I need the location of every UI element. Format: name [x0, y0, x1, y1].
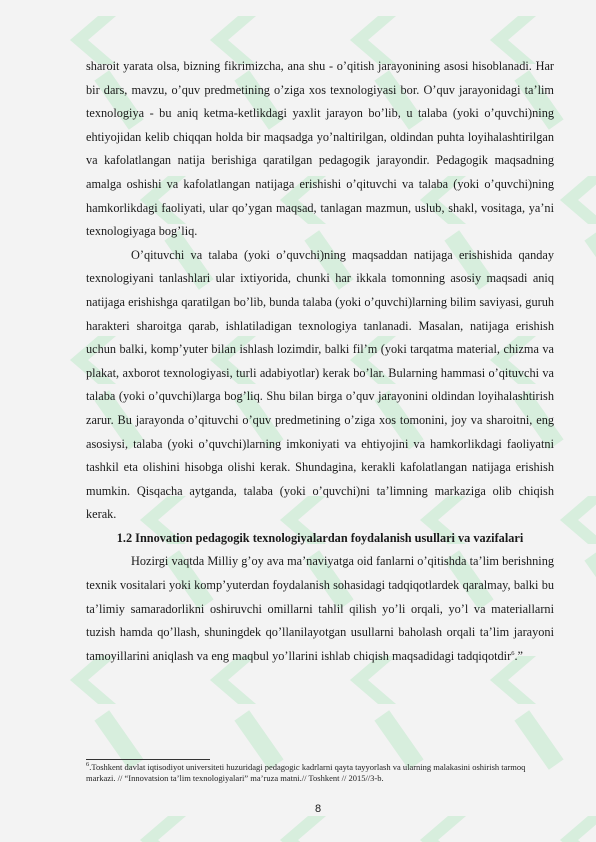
watermark-mark [560, 816, 596, 842]
paragraph-1: sharoit yarata olsa, bizning fikrimizcha, ana shu - o’qitish jarayonining asosi hisoblanadi. Har bir dars, mavzu, o’quv predmetining o’ziga xos texnologiyasi bor. O’quv jarayonidagi ta’lim texnologiya - bu aniq ketma-ketlikdagi yaxlit jarayon bo’lib, u talaba (yoki o’quvchi)ning ehtiyojidan kelib chiqqan holda bir maqsadga yo’naltirilgan, oldindan puhta loyihalashtirilgan va kafolatlangan natija berishiga qaratilgan pedagogik jarayondir. Pedagogik maqsadning amalga oshishi va kafolatlangan natijaga erishishi o’qituvchi va talaba (yoki o’quvchi)ning hamkorlikdagi faoliyati, ular qo’ygan maqsad, tanlagan mazmun, uslub, shakl, vositaga, ya’ni texnologiyaga bog’liq. [86, 59, 554, 239]
watermark-mark [280, 816, 326, 842]
paragraph-3-text: Hozirgi vaqtda Milliy g’oy ava ma’naviyatga oid fanlarni o’qitishda ta’lim berishning texnik vositalari yoki komp’yuterdan foydalanish sohasidagi tadqiqotlardek qaralmay, balki bu ta’limiy samaradorlikni oshiruvchi omillarni tahlil qilish yo’li orqali, yo’l va materiallarni tuzish hamda qo’llash, shuningdek qo’llanilayotgan usullarni baholash orqali ta’lim jarayoni tamoyillarini aniqlash va eng maqbul yo’llarini ishlab chiqish maqsadidagi tadqiqotdir [86, 554, 554, 663]
footnote-reference[interactable]: 6 [511, 649, 515, 657]
watermark-bar [234, 710, 283, 769]
watermark-bar [584, 550, 596, 609]
watermark-mark [420, 816, 466, 842]
footnote [86, 762, 554, 784]
watermark-bar [94, 710, 143, 769]
page-number: 8 [314, 803, 322, 815]
footnote-marker: 6 [86, 761, 90, 769]
paragraph-2: O’qituvchi va talaba (yoki o’quvchi)ning maqsaddan natijaga erishishida qanday texnologiyani tanlashlari ular ixtiyorida, chunki har ikkala tomonning asosiy maqsadi aniq natijaga erishishga qaratilgan bo’lib, bunda talaba (yoki o’quvchi)larning bilim saviyasi, guruh harakteri sharoitga qarab, ishlatiladigan texnologiya tanlanadi. Masalan, natijaga erishish uchun balki, komp’yuter bilan ishlash lozimdir, balki fil’m (yoki tarqatma material, chizma va plakat, axborot texnologiyasi, turli adabiyotlar) kerak bo’lar. Bularning hammasi o’qituvchi va talaba (yoki o’quvchi)larga bog’liq. Shu bilan birga o’quv jarayonini oldindan loyihalashtirish zarur. Bu jarayonda o’qituvchi o’quv predmetining o’ziga xos tomonini, joy va sharoitni, eng asosiysi, talaba (yoki o’quvchi)larning imkoniyati va ehtiyojini va hamkorlikdagi faoliyatni tashkil eta olishini hisobga olishi kerak. Shundagina, kerakli kafolatlangan natijaga erishish mumkin. Qisqacha aytganda, talaba (yoki o’quvchi)ni ta’limning markaziga olib chiqish kerak. [86, 247, 554, 522]
footnote-text: .Toshkent davlat iqtisodiyot universiteti huzuridagi pedagogic kadrlarni qayta tayyorlash va ularning malakasini oshirish tarmoq markazi. // “Innovatsion ta’lim texnologiyalari” ma’ruza matni.// Toshkent // 2015//3-b. [86, 762, 526, 784]
footnote-separator [86, 759, 210, 760]
paragraph-3 [86, 550, 554, 668]
section-heading: 1.2 Innovation pedagogik texnologiyalardan foydalanish usullari va vazifalari [116, 530, 524, 545]
watermark-bar [584, 230, 596, 289]
watermark-bar [374, 710, 423, 769]
watermark-bar [514, 710, 563, 769]
watermark-mark [140, 816, 186, 842]
paragraph-3-tail: .” [514, 648, 523, 663]
watermark-mark [560, 176, 596, 224]
watermark-mark [560, 496, 596, 544]
page-body [86, 55, 554, 668]
